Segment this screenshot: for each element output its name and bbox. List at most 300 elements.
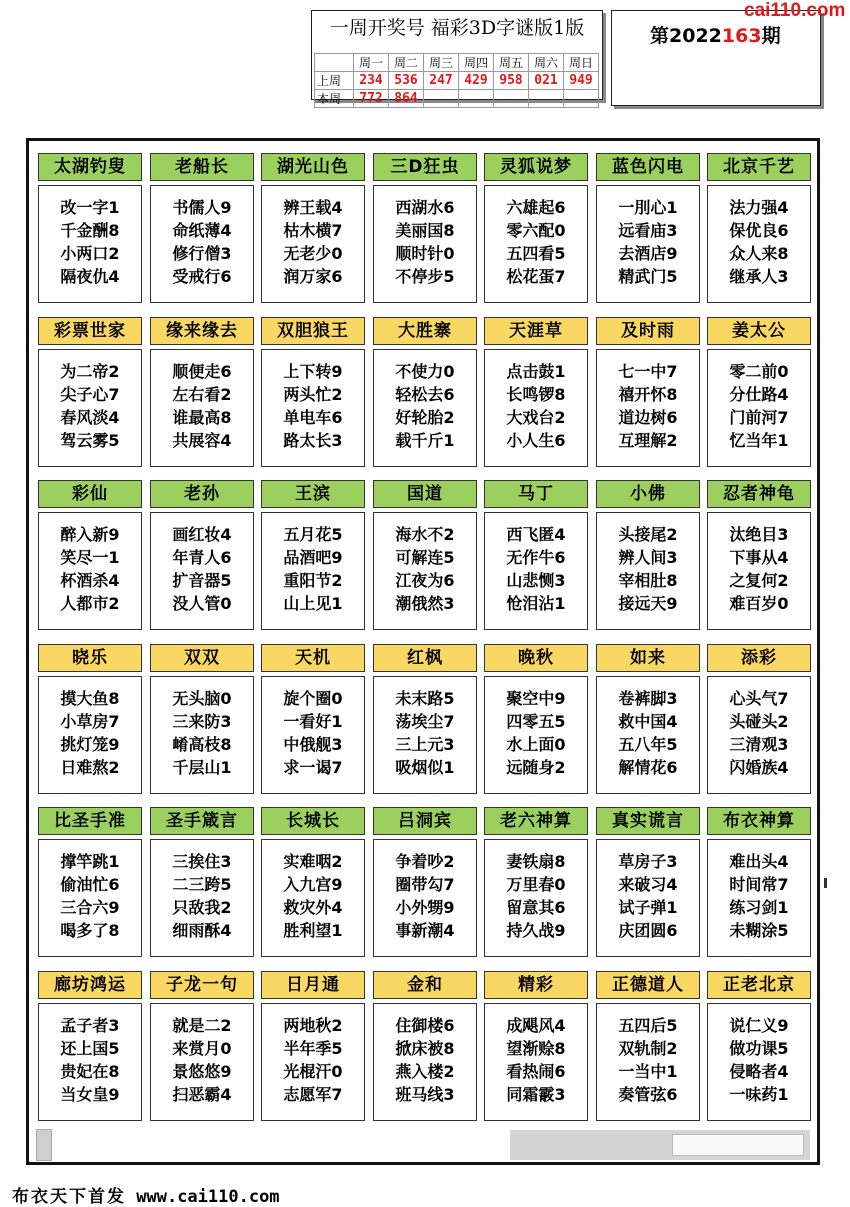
riddle-line: 千层山1 xyxy=(172,758,232,777)
riddle-line: 忆当年1 xyxy=(729,431,789,450)
riddle-line: 奏管弦6 xyxy=(618,1085,678,1104)
riddle-card xyxy=(150,317,254,467)
riddle-line: 聚空中9 xyxy=(506,689,566,708)
card-title: 正老北京 xyxy=(707,971,811,999)
riddle-line: 事新潮4 xyxy=(395,921,455,940)
card-body xyxy=(596,349,700,467)
riddle-card xyxy=(38,480,142,630)
card-body xyxy=(38,676,142,794)
card-body xyxy=(596,676,700,794)
riddle-line: 三来防3 xyxy=(172,712,232,731)
riddle-card xyxy=(596,644,700,794)
card-body xyxy=(596,1003,700,1121)
card-body xyxy=(484,839,588,957)
riddle-line: 小外甥9 xyxy=(395,898,455,917)
card-title: 王滨 xyxy=(261,480,365,508)
riddle-card xyxy=(707,153,811,303)
card-title: 缘来缘去 xyxy=(150,317,254,345)
riddle-line: 命纸薄4 xyxy=(172,221,232,240)
riddle-card xyxy=(261,807,365,957)
card-title: 老六神算 xyxy=(484,807,588,835)
card-title: 国道 xyxy=(373,480,477,508)
riddle-card xyxy=(484,153,588,303)
riddle-line: 三上元3 xyxy=(395,735,455,754)
riddle-line: 互理解2 xyxy=(618,431,678,450)
riddle-card xyxy=(484,644,588,794)
riddle-line: 侵略者4 xyxy=(729,1062,789,1081)
card-title: 长城长 xyxy=(261,807,365,835)
this-week-row xyxy=(315,90,599,108)
riddle-line: 尖子心7 xyxy=(60,385,120,404)
card-title: 添彩 xyxy=(707,644,811,672)
riddle-line: 妻铁扇8 xyxy=(506,852,566,871)
riddle-line: 胜利望1 xyxy=(283,921,343,940)
riddle-line: 三合六9 xyxy=(60,898,120,917)
riddle-line: 救灾外4 xyxy=(283,898,343,917)
riddle-line: 两头忙2 xyxy=(283,385,343,404)
footer-url[interactable]: www.cai110.com xyxy=(136,1187,280,1207)
riddle-card xyxy=(707,480,811,630)
card-title: 北京千艺 xyxy=(707,153,811,181)
riddle-line: 喝多了8 xyxy=(60,921,120,940)
card-body xyxy=(261,512,365,630)
result-number xyxy=(494,90,529,108)
riddle-line: 品酒吧9 xyxy=(283,548,343,567)
riddle-line: 重阳节2 xyxy=(283,571,343,590)
card-title: 马丁 xyxy=(484,480,588,508)
riddle-line: 海水不2 xyxy=(395,525,455,544)
riddle-card xyxy=(373,971,477,1121)
riddle-line: 接远天9 xyxy=(618,594,678,613)
riddle-line: 可解连5 xyxy=(395,548,455,567)
corner-cell xyxy=(315,54,354,72)
riddle-line: 头接尾2 xyxy=(618,525,678,544)
riddle-card xyxy=(150,153,254,303)
riddle-line: 同霜霰3 xyxy=(506,1085,566,1104)
riddle-line: 无老少0 xyxy=(283,244,343,263)
riddle-line: 单电车6 xyxy=(283,408,343,427)
riddle-line: 无头脑0 xyxy=(172,689,232,708)
scrollbar-thumb[interactable] xyxy=(672,1134,804,1156)
riddle-line: 潮俄然3 xyxy=(395,594,455,613)
riddle-line: 去酒店9 xyxy=(618,244,678,263)
riddle-line: 来破习4 xyxy=(618,875,678,894)
footer-publisher: 布衣天下首发 xyxy=(12,1187,126,1207)
riddle-line: 西湖水6 xyxy=(395,198,455,217)
riddle-card xyxy=(38,317,142,467)
card-body xyxy=(150,185,254,303)
riddle-line: 扫恶霸4 xyxy=(172,1085,232,1104)
riddle-line: 润万家6 xyxy=(283,267,343,286)
card-body xyxy=(150,512,254,630)
riddle-line: 四零五5 xyxy=(506,712,566,731)
issue-box xyxy=(611,10,821,106)
riddle-line: 旋个圈0 xyxy=(283,689,343,708)
site-link[interactable]: cai110.com xyxy=(744,0,846,21)
riddle-line: 扩音器5 xyxy=(172,571,232,590)
riddle-card xyxy=(484,807,588,957)
card-title: 子龙一句 xyxy=(150,971,254,999)
riddle-card xyxy=(596,971,700,1121)
riddle-line: 来赏月0 xyxy=(172,1039,232,1058)
riddle-line: 小两口2 xyxy=(60,244,120,263)
riddle-line: 难百岁0 xyxy=(729,594,789,613)
riddle-line: 轻松去6 xyxy=(395,385,455,404)
card-title: 灵狐说梦 xyxy=(484,153,588,181)
riddle-line: 吸烟似1 xyxy=(395,758,455,777)
riddle-grid xyxy=(26,138,820,1165)
riddle-line: 无作牛6 xyxy=(506,548,566,567)
riddle-line: 书儒人9 xyxy=(172,198,232,217)
riddle-card xyxy=(484,971,588,1121)
riddle-line: 改一字1 xyxy=(60,198,120,217)
riddle-line: 零六配0 xyxy=(506,221,566,240)
riddle-line: 入九宫9 xyxy=(283,875,343,894)
riddle-line: 宰相肚8 xyxy=(618,571,678,590)
riddle-line: 西飞匿4 xyxy=(506,525,566,544)
riddle-line: 说仁义9 xyxy=(729,1016,789,1035)
riddle-line: 不停步5 xyxy=(395,267,455,286)
riddle-card xyxy=(38,971,142,1121)
card-title: 金和 xyxy=(373,971,477,999)
card-title: 双双 xyxy=(150,644,254,672)
card-title: 吕洞宾 xyxy=(373,807,477,835)
riddle-line: 住御楼6 xyxy=(395,1016,455,1035)
riddle-line: 未糊涂5 xyxy=(729,921,789,940)
riddle-line: 保优良6 xyxy=(729,221,789,240)
riddle-line: 众人来8 xyxy=(729,244,789,263)
riddle-line: 心头气7 xyxy=(729,689,789,708)
edge-mark xyxy=(824,878,827,888)
riddle-card xyxy=(484,480,588,630)
riddle-line: 半年季5 xyxy=(283,1039,343,1058)
riddle-line: 山上见1 xyxy=(283,594,343,613)
card-body xyxy=(484,512,588,630)
riddle-line: 怆泪沾1 xyxy=(506,594,566,613)
riddle-line: 六雄起6 xyxy=(506,198,566,217)
riddle-line: 中俄舰3 xyxy=(283,735,343,754)
results-title: 一周开奖号 福彩3D字谜版1版 xyxy=(329,17,585,39)
riddle-line: 救中国4 xyxy=(618,712,678,731)
riddle-line: 荡埃尘7 xyxy=(395,712,455,731)
riddle-line: 两地秋2 xyxy=(283,1016,343,1035)
result-number xyxy=(564,90,599,108)
footer xyxy=(12,1182,280,1207)
riddle-line: 实难咽2 xyxy=(283,852,343,871)
riddle-line: 五四后5 xyxy=(618,1016,678,1035)
riddle-line: 好轮胎2 xyxy=(395,408,455,427)
riddle-line: 一看好1 xyxy=(283,712,343,731)
riddle-line: 三挨住3 xyxy=(172,852,232,871)
riddle-line: 光棍汗0 xyxy=(283,1062,343,1081)
riddle-line: 之复何2 xyxy=(729,571,789,590)
riddle-line: 当女皇9 xyxy=(60,1085,120,1104)
riddle-line: 五月花5 xyxy=(283,525,343,544)
card-body xyxy=(150,676,254,794)
card-title: 天涯草 xyxy=(484,317,588,345)
riddle-line: 贵妃在8 xyxy=(60,1062,120,1081)
card-body xyxy=(707,185,811,303)
riddle-line: 精武门5 xyxy=(618,267,678,286)
riddle-line: 头碰头2 xyxy=(729,712,789,731)
riddle-line: 美丽国8 xyxy=(395,221,455,240)
riddle-line: 为二帝2 xyxy=(60,362,120,381)
riddle-line: 画红妆4 xyxy=(172,525,232,544)
card-body xyxy=(596,512,700,630)
card-body xyxy=(707,1003,811,1121)
result-number: 958 xyxy=(494,72,529,90)
riddle-line: 闪婚族4 xyxy=(729,758,789,777)
card-body xyxy=(150,349,254,467)
riddle-line: 草房子3 xyxy=(618,852,678,871)
riddle-line: 志愿军7 xyxy=(283,1085,343,1104)
riddle-line: 法力强4 xyxy=(729,198,789,217)
issue-prefix: 第2022 xyxy=(650,25,722,47)
card-body xyxy=(261,676,365,794)
card-body xyxy=(373,512,477,630)
riddle-line: 汰绝目3 xyxy=(729,525,789,544)
riddle-line: 双轨制2 xyxy=(618,1039,678,1058)
issue-suffix: 期 xyxy=(761,25,781,47)
riddle-line: 二三跨5 xyxy=(172,875,232,894)
row-label: 本周 xyxy=(315,90,354,108)
riddle-card xyxy=(261,480,365,630)
result-number: 949 xyxy=(564,72,599,90)
card-body xyxy=(373,349,477,467)
horizontal-scrollbar[interactable] xyxy=(510,1130,810,1160)
riddle-card xyxy=(38,644,142,794)
result-number xyxy=(529,90,564,108)
riddle-line: 禧开怀8 xyxy=(618,385,678,404)
riddle-line: 一味药1 xyxy=(729,1085,789,1104)
riddle-line: 燕入楼2 xyxy=(395,1062,455,1081)
card-title: 湖光山色 xyxy=(261,153,365,181)
riddle-line: 谁最高8 xyxy=(172,408,232,427)
riddle-line: 点击鼓1 xyxy=(506,362,566,381)
card-title: 精彩 xyxy=(484,971,588,999)
riddle-line: 孟子者3 xyxy=(60,1016,120,1035)
riddle-line: 千金酬8 xyxy=(60,221,120,240)
riddle-line: 解情花6 xyxy=(618,758,678,777)
issue-digits: 163 xyxy=(721,25,762,47)
riddle-line: 大戏台2 xyxy=(506,408,566,427)
riddle-line: 醉入新9 xyxy=(60,525,120,544)
riddle-card xyxy=(596,153,700,303)
day-label: 周日 xyxy=(564,54,599,72)
riddle-line: 水上面0 xyxy=(506,735,566,754)
card-title: 天机 xyxy=(261,644,365,672)
card-body xyxy=(373,676,477,794)
riddle-line: 做功课5 xyxy=(729,1039,789,1058)
result-number: 429 xyxy=(459,72,494,90)
riddle-line: 远看庙3 xyxy=(618,221,678,240)
card-title: 彩票世家 xyxy=(38,317,142,345)
riddle-line: 顺时针0 xyxy=(395,244,455,263)
card-body xyxy=(484,349,588,467)
day-header-row xyxy=(315,54,599,72)
card-title: 双胆狼王 xyxy=(261,317,365,345)
card-title: 小佛 xyxy=(596,480,700,508)
riddle-line: 年青人6 xyxy=(172,548,232,567)
riddle-line: 只敌我2 xyxy=(172,898,232,917)
card-body xyxy=(484,185,588,303)
riddle-line: 时间常7 xyxy=(729,875,789,894)
card-title: 姜太公 xyxy=(707,317,811,345)
riddle-card xyxy=(261,317,365,467)
day-label: 周四 xyxy=(459,54,494,72)
riddle-line: 松花蛋7 xyxy=(506,267,566,286)
riddle-line: 小草房7 xyxy=(60,712,120,731)
card-body xyxy=(373,185,477,303)
riddle-line: 顺便走6 xyxy=(172,362,232,381)
riddle-card xyxy=(484,317,588,467)
card-body xyxy=(484,676,588,794)
riddle-line: 五四看5 xyxy=(506,244,566,263)
riddle-line: 细雨酥4 xyxy=(172,921,232,940)
card-body xyxy=(38,839,142,957)
riddle-line: 春风淡4 xyxy=(60,408,120,427)
riddle-line: 争着吵2 xyxy=(395,852,455,871)
riddle-line: 长鸣锣8 xyxy=(506,385,566,404)
riddle-line: 七一中7 xyxy=(618,362,678,381)
card-title: 正德道人 xyxy=(596,971,700,999)
riddle-line: 五八年5 xyxy=(618,735,678,754)
result-number xyxy=(424,90,459,108)
riddle-card xyxy=(261,153,365,303)
riddle-line: 万里春0 xyxy=(506,875,566,894)
riddle-card xyxy=(150,807,254,957)
card-title: 晚秋 xyxy=(484,644,588,672)
card-title: 彩仙 xyxy=(38,480,142,508)
riddle-card xyxy=(373,480,477,630)
card-title: 廊坊鸿运 xyxy=(38,971,142,999)
riddle-line: 还上国5 xyxy=(60,1039,120,1058)
riddle-line: 没人管0 xyxy=(172,594,232,613)
card-title: 日月通 xyxy=(261,971,365,999)
card-title: 蓝色闪电 xyxy=(596,153,700,181)
card-title: 如来 xyxy=(596,644,700,672)
card-body xyxy=(38,1003,142,1121)
riddle-line: 受戒行6 xyxy=(172,267,232,286)
riddle-card xyxy=(707,644,811,794)
result-number: 864 xyxy=(389,90,424,108)
riddle-line: 辨王载4 xyxy=(283,198,343,217)
riddle-line: 留意其6 xyxy=(506,898,566,917)
riddle-line: 继承人3 xyxy=(729,267,789,286)
riddle-line: 一当中1 xyxy=(618,1062,678,1081)
card-body xyxy=(707,839,811,957)
riddle-line: 望渐赊8 xyxy=(506,1039,566,1058)
riddle-card xyxy=(38,807,142,957)
riddle-line: 分仕路4 xyxy=(729,385,789,404)
card-body xyxy=(373,839,477,957)
row-label: 上周 xyxy=(315,72,354,90)
card-title: 圣手箴言 xyxy=(150,807,254,835)
card-body xyxy=(261,349,365,467)
riddle-line: 驾云雾5 xyxy=(60,431,120,450)
riddle-line: 撑竿跳1 xyxy=(60,852,120,871)
riddle-card xyxy=(596,807,700,957)
riddle-line: 练习剑1 xyxy=(729,898,789,917)
card-body xyxy=(596,185,700,303)
result-number: 536 xyxy=(389,72,424,90)
riddle-card xyxy=(150,480,254,630)
card-body xyxy=(38,185,142,303)
riddle-line: 山悲恻3 xyxy=(506,571,566,590)
card-title: 三D狂虫 xyxy=(373,153,477,181)
riddle-line: 崤高枝8 xyxy=(172,735,232,754)
last-week-row xyxy=(315,72,599,90)
card-body xyxy=(150,839,254,957)
day-label: 周三 xyxy=(424,54,459,72)
card-body xyxy=(261,185,365,303)
results-table xyxy=(314,53,599,108)
riddle-line: 求一谒7 xyxy=(283,758,343,777)
day-label: 周二 xyxy=(389,54,424,72)
riddle-line: 下事从4 xyxy=(729,548,789,567)
riddle-line: 门前河7 xyxy=(729,408,789,427)
riddle-line: 枯木横7 xyxy=(283,221,343,240)
card-title: 太湖钓叟 xyxy=(38,153,142,181)
card-title: 布衣神算 xyxy=(707,807,811,835)
riddle-card xyxy=(373,153,477,303)
result-number: 247 xyxy=(424,72,459,90)
day-label: 周五 xyxy=(494,54,529,72)
riddle-card xyxy=(373,807,477,957)
riddle-line: 就是二2 xyxy=(172,1016,232,1035)
riddle-line: 成飓风4 xyxy=(506,1016,566,1035)
riddle-card xyxy=(38,153,142,303)
riddle-line: 看热闹6 xyxy=(506,1062,566,1081)
riddle-card xyxy=(707,317,811,467)
riddle-line: 未末路5 xyxy=(395,689,455,708)
riddle-line: 载千斤1 xyxy=(395,431,455,450)
riddle-line: 远随身2 xyxy=(506,758,566,777)
card-title: 晓乐 xyxy=(38,644,142,672)
riddle-line: 道边树6 xyxy=(618,408,678,427)
result-number xyxy=(459,90,494,108)
riddle-card xyxy=(261,971,365,1121)
riddle-line: 人都市2 xyxy=(60,594,120,613)
riddle-line: 持久战9 xyxy=(506,921,566,940)
riddle-line: 卷裤脚3 xyxy=(618,689,678,708)
card-title: 比圣手准 xyxy=(38,807,142,835)
riddle-line: 江夜为6 xyxy=(395,571,455,590)
card-body xyxy=(150,1003,254,1121)
riddle-line: 杯酒杀4 xyxy=(60,571,120,590)
riddle-card xyxy=(707,807,811,957)
riddle-line: 景悠悠9 xyxy=(172,1062,232,1081)
card-body xyxy=(261,1003,365,1121)
riddle-line: 日难熬2 xyxy=(60,758,120,777)
riddle-card xyxy=(150,971,254,1121)
riddle-line: 偷油忙6 xyxy=(60,875,120,894)
card-title: 红枫 xyxy=(373,644,477,672)
card-body xyxy=(373,1003,477,1121)
riddle-line: 难出头4 xyxy=(729,852,789,871)
card-body xyxy=(261,839,365,957)
riddle-line: 庆团圆6 xyxy=(618,921,678,940)
result-number: 021 xyxy=(529,72,564,90)
result-number: 234 xyxy=(354,72,389,90)
card-title: 大胜寨 xyxy=(373,317,477,345)
card-body xyxy=(38,512,142,630)
riddle-card xyxy=(150,644,254,794)
scroll-left-handle[interactable] xyxy=(36,1129,52,1161)
riddle-line: 一刖心1 xyxy=(618,198,678,217)
card-body xyxy=(484,1003,588,1121)
riddle-line: 左右看2 xyxy=(172,385,232,404)
